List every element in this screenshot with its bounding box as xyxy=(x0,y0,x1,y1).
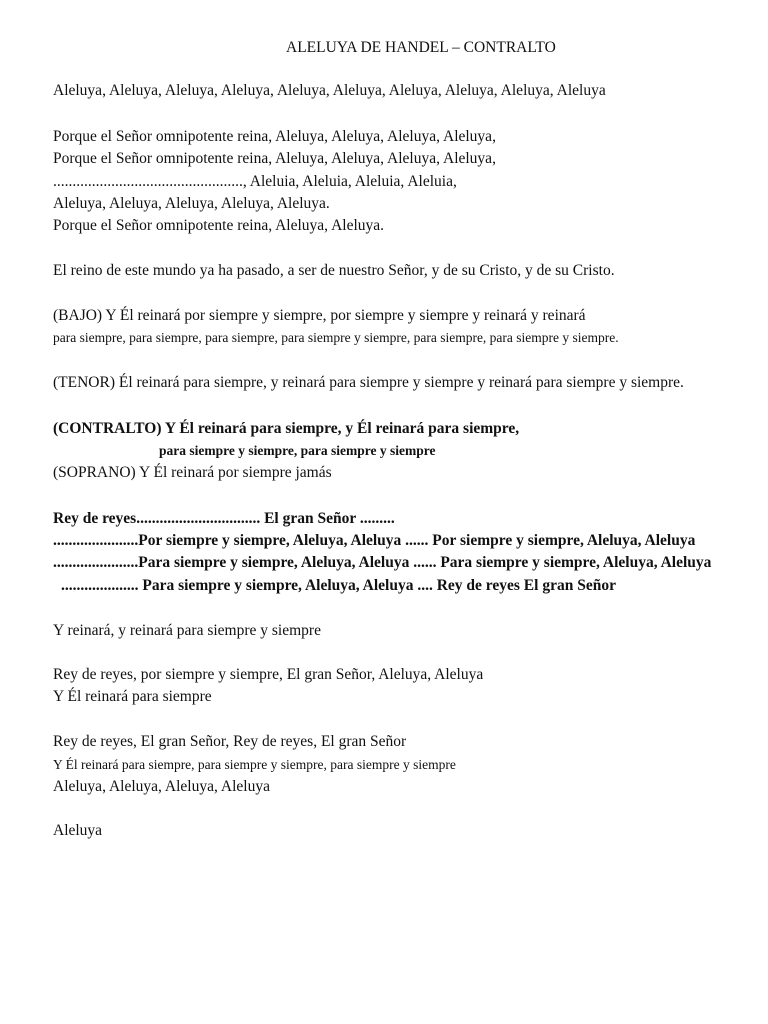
text-line: Aleluya xyxy=(53,822,103,839)
text-line: (SOPRANO) Y Él reinará por siempre jamás xyxy=(53,464,332,481)
text-line: Y reinará, y reinará para siempre y siempre xyxy=(53,622,321,639)
text-line: para siempre y siempre, para siempre y siempre xyxy=(159,443,436,458)
text-line: Aleluya, Aleluya, Aleluya, Aleluya, Aleluya. xyxy=(53,195,330,212)
text-line: Rey de reyes, por siempre y siempre, El gran Señor, Aleluya, Aleluya xyxy=(53,666,484,683)
text-line: Porque el Señor omnipotente reina, Aleluya, Aleluya, Aleluya, Aleluya, xyxy=(53,150,496,167)
text-line: .................... Para siempre y siempre, Aleluya, Aleluya .... Rey de reyes El gran Señor xyxy=(61,577,616,594)
text-line: (BAJO) Y Él reinará por siempre y siempre, por siempre y siempre y reinará y reinará xyxy=(53,307,586,324)
text-line: Y Él reinará para siempre xyxy=(53,688,212,705)
text-line: Aleluya, Aleluya, Aleluya, Aleluya, Aleluya, Aleluya, Aleluya, Aleluya, Aleluya, Aleluya xyxy=(53,82,606,99)
text-line: Rey de reyes................................ El gran Señor ......... xyxy=(53,510,395,527)
text-line: El reino de este mundo ya ha pasado, a ser de nuestro Señor, y de su Cristo, y de su Cristo. xyxy=(53,262,615,279)
text-line: Y Él reinará para siempre, para siempre y siempre, para siempre y siempre xyxy=(53,757,456,772)
text-line: Rey de reyes, El gran Señor, Rey de reyes, El gran Señor xyxy=(53,733,407,750)
text-line: ......................Para siempre y siempre, Aleluya, Aleluya ...... Para siempre y siempre, Aleluya, Aleluya xyxy=(53,554,712,571)
document-title: ALELUYA DE HANDEL – CONTRALTO xyxy=(286,39,556,56)
text-line: Aleluya, Aleluya, Aleluya, Aleluya xyxy=(53,778,270,795)
text-line: ......................Por siempre y siempre, Aleluya, Aleluya ...... Por siempre y siempre, Aleluya, Aleluya xyxy=(53,532,696,549)
text-line: para siempre, para siempre, para siempre, para siempre y siempre, para siempre, para siempre y siempre. xyxy=(53,330,619,345)
text-line: Porque el Señor omnipotente reina, Aleluya, Aleluya. xyxy=(53,217,385,234)
text-line: (CONTRALTO) Y Él reinará para siempre, y Él reinará para siempre, xyxy=(53,420,520,437)
text-line: Porque el Señor omnipotente reina, Aleluya, Aleluya, Aleluya, Aleluya, xyxy=(53,128,496,145)
text-line: (TENOR) Él reinará para siempre, y reinará para siempre y siempre y reinará para siempre y siempre. xyxy=(53,374,684,391)
text-line: ................................................., Aleluia, Aleluia, Aleluia, Aleluia, xyxy=(53,173,457,190)
